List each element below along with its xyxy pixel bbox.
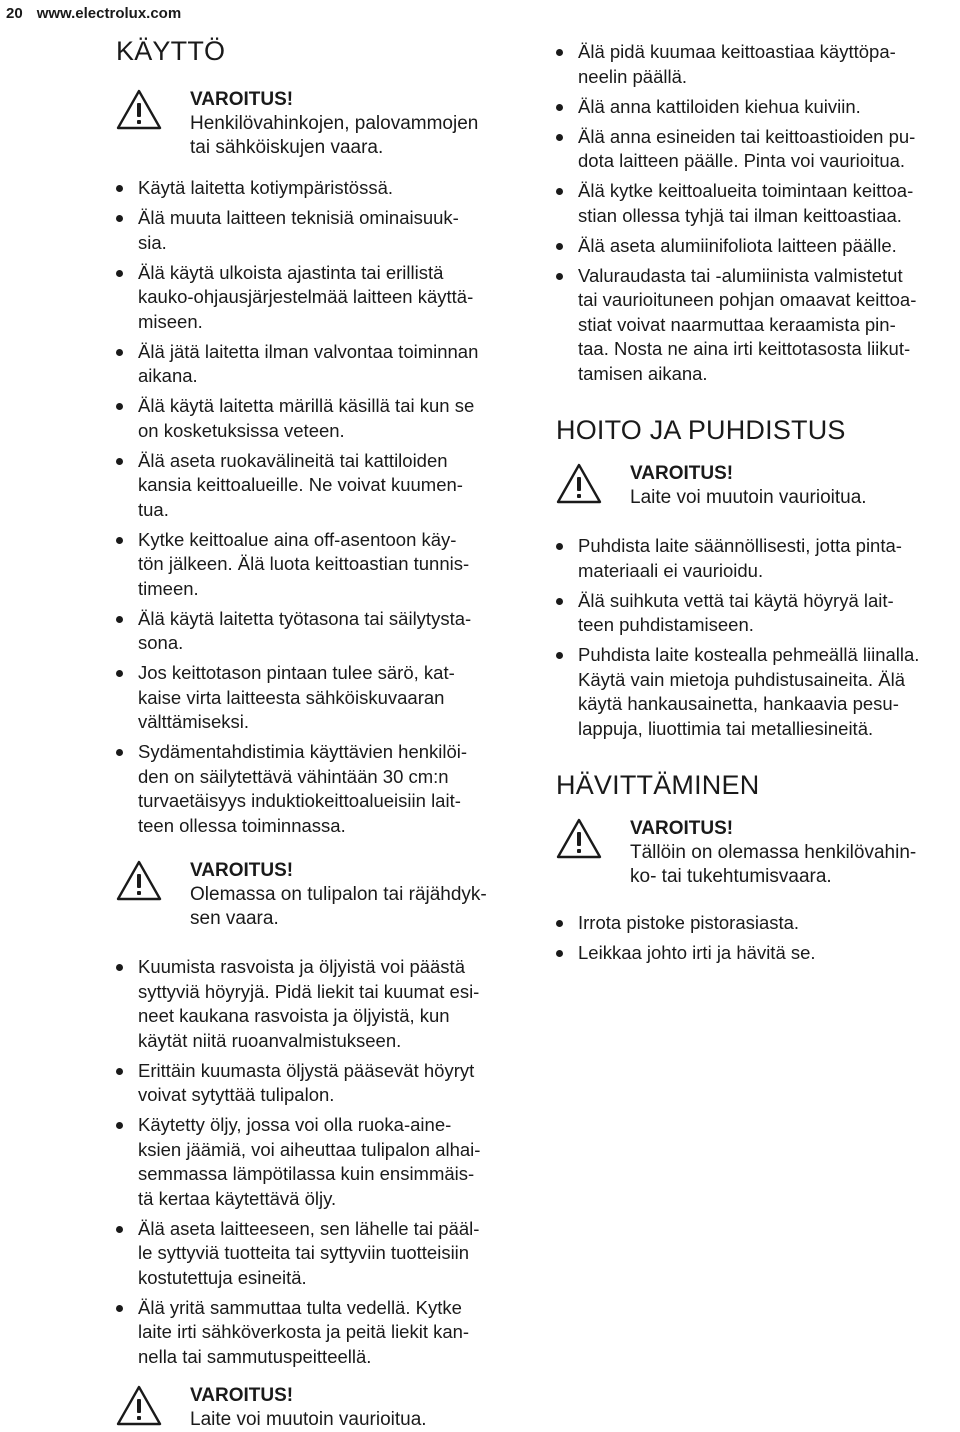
text-line: neet kaukana rasvoista ja öljyistä, kun bbox=[138, 1005, 450, 1026]
text-line: miseen. bbox=[138, 310, 203, 332]
text-line: käytät niitä ruoanvalmistukseen. bbox=[138, 1029, 402, 1051]
text-line: Älä anna esineiden tai keittoastioiden pu- bbox=[578, 125, 916, 147]
list-item bbox=[556, 95, 960, 120]
text-line: Sydämentahdistimia käyttävien henkilöi- bbox=[138, 741, 468, 762]
text-line: stian ollessa tyhjä tai ilman keittoastiaa. bbox=[578, 204, 902, 226]
text-line: stiat voivat naarmuttaa keraamista pin- bbox=[578, 313, 896, 335]
text-line: neelin päällä. bbox=[578, 65, 688, 87]
warning-block-3 bbox=[116, 1384, 427, 1432]
text-line: Älä aseta ruokavälineitä tai kattiloiden bbox=[138, 449, 448, 471]
text-line: le syttyviä tuotteita tai syttyviin tuotteisiin bbox=[138, 1242, 470, 1263]
warning-block-2 bbox=[116, 859, 487, 931]
text-line: Olemassa on tulipalon tai räjähdyk- bbox=[190, 884, 487, 905]
text-line: taa. Nosta ne aina irti keittotasosta liikut- bbox=[578, 338, 911, 359]
list-item bbox=[116, 1059, 536, 1108]
list-item bbox=[116, 340, 536, 389]
warning-title: VAROITUS! bbox=[190, 860, 294, 881]
page-header bbox=[6, 0, 946, 26]
list-item bbox=[556, 125, 960, 174]
warning-title: VAROITUS! bbox=[190, 89, 294, 110]
text-line: tai vaurioituneen pohjan omaavat keittoa- bbox=[578, 289, 917, 310]
list-item bbox=[556, 234, 960, 259]
text-line: Älä käytä ulkoista ajastinta tai erillistä bbox=[138, 261, 444, 283]
text-line: kauko-ohjausjärjestelmää laitteen käyttä- bbox=[138, 286, 474, 307]
list-item bbox=[556, 534, 960, 583]
warning-text bbox=[630, 841, 916, 889]
list-item bbox=[556, 589, 960, 638]
text-line: semmassa lämpötilassa kuin ensimmäis- bbox=[138, 1163, 475, 1184]
warning-triangle-icon bbox=[556, 817, 602, 859]
list-item bbox=[116, 607, 536, 656]
text-line: lappuja, liuottimia tai metalliesineitä. bbox=[578, 717, 874, 739]
text-line: aikana. bbox=[138, 365, 198, 386]
text-line: Kytke keittoalue aina off-asentoon käy- bbox=[138, 528, 457, 550]
warning-triangle-icon bbox=[116, 859, 162, 901]
text-line: välttämiseksi. bbox=[138, 711, 250, 732]
text-line: Käytä vain mietoja puhdistusaineita. Älä bbox=[578, 668, 906, 690]
page-number: 20 bbox=[6, 4, 23, 22]
bullet-list-kaytto-3 bbox=[556, 40, 960, 392]
warning-text bbox=[190, 883, 487, 931]
list-item bbox=[556, 911, 960, 936]
list-item bbox=[116, 955, 536, 1053]
text-line: Leikkaa johto irti ja hävitä se. bbox=[578, 942, 816, 963]
list-item bbox=[116, 394, 536, 443]
warning-title: VAROITUS! bbox=[190, 1385, 294, 1406]
text-line: Laite voi muutoin vaurioitua. bbox=[190, 1409, 427, 1430]
warning-triangle-icon bbox=[116, 88, 162, 130]
text-line: timeen. bbox=[138, 577, 199, 599]
text-line: Valuraudasta tai -alumiinista valmistetut bbox=[578, 264, 903, 286]
text-line: Älä pidä kuumaa keittoastiaa käyttöpa- bbox=[578, 41, 896, 62]
list-item bbox=[116, 261, 536, 335]
text-line: kaise virta laitteesta sähköiskuvaaran bbox=[138, 686, 445, 708]
text-line: sen vaara. bbox=[190, 908, 279, 929]
list-item bbox=[556, 179, 960, 228]
warning-title: VAROITUS! bbox=[630, 818, 734, 839]
text-line: Älä muuta laitteen teknisiä ominaisuuk- bbox=[138, 207, 459, 228]
text-line: dota laitteen päälle. Pinta voi vaurioitua. bbox=[578, 150, 906, 171]
list-item bbox=[116, 176, 536, 201]
list-item bbox=[116, 528, 536, 602]
warning-triangle-icon bbox=[556, 462, 602, 504]
text-line: Käytä laitetta kotiympäristössä. bbox=[138, 177, 393, 198]
bullet-list-hoito bbox=[556, 534, 960, 747]
text-line: Älä jätä laitetta ilman valvontaa toiminnan bbox=[138, 340, 479, 362]
warning-block-1 bbox=[116, 88, 478, 160]
warning-triangle-icon bbox=[116, 1384, 162, 1426]
list-item bbox=[556, 40, 960, 89]
text-line: Irrota pistoke pistorasiasta. bbox=[578, 912, 800, 933]
text-line: Jos keittotason pintaan tulee särö, kat- bbox=[138, 662, 455, 683]
text-line: Erittäin kuumasta öljystä pääsevät höyryt bbox=[138, 1059, 475, 1081]
list-item bbox=[116, 1113, 536, 1211]
site-url: www.electrolux.com bbox=[36, 4, 182, 22]
list-item bbox=[116, 740, 536, 838]
text-line: tä kertaa käytettävä öljy. bbox=[138, 1187, 337, 1209]
section-title-hoito: HOITO JA PUHDISTUS bbox=[556, 415, 846, 445]
text-line: kostutettuja esineitä. bbox=[138, 1266, 307, 1288]
text-line: tai sähköiskujen vaara. bbox=[190, 137, 384, 158]
text-line: Puhdista laite kostealla pehmeällä liinalla. bbox=[578, 644, 920, 665]
text-line: teen puhdistamiseen. bbox=[578, 614, 754, 635]
text-line: tön jälkeen. Älä luota keittoastian tunnis- bbox=[138, 553, 470, 574]
text-line: on kosketuksissa veteen. bbox=[138, 419, 345, 441]
section-title-kaytto: KÄYTTÖ bbox=[116, 36, 226, 66]
text-line: turvaetäisyys induktiokeittoalueisiin lait- bbox=[138, 790, 461, 811]
text-line: tamisen aikana. bbox=[578, 362, 708, 384]
warning-text bbox=[630, 486, 867, 510]
text-line: Älä yritä sammuttaa tulta vedellä. Kytke bbox=[138, 1296, 462, 1318]
text-line: ko- tai tukehtumisvaara. bbox=[630, 866, 832, 887]
text-line: teen ollessa toiminnassa. bbox=[138, 814, 346, 836]
list-item bbox=[116, 1217, 536, 1291]
text-line: Puhdista laite säännöllisesti, jotta pinta- bbox=[578, 535, 902, 556]
warning-text bbox=[190, 112, 478, 160]
text-line: Älä suihkuta vettä tai käytä höyryä lait- bbox=[578, 589, 894, 611]
text-line: käytä hankausainetta, hankaavia pesu- bbox=[578, 693, 899, 714]
text-line: syttyviä höyryjä. Pidä liekit tai kuumat esi- bbox=[138, 980, 480, 1002]
text-line: Käytetty öljy, jossa voi olla ruoka-aine- bbox=[138, 1114, 452, 1135]
warning-text bbox=[190, 1408, 427, 1432]
text-line: ksien jäämiä, voi aiheuttaa tulipalon alhai- bbox=[138, 1138, 481, 1160]
warning-title: VAROITUS! bbox=[630, 463, 734, 484]
text-line: den on säilytettävä vähintään 30 cm:n bbox=[138, 765, 449, 787]
section-title-havittaminen: HÄVITTÄMINEN bbox=[556, 770, 760, 800]
list-item bbox=[556, 643, 960, 741]
text-line: voivat sytyttää tulipalon. bbox=[138, 1084, 335, 1105]
text-line: Henkilövahinkojen, palovammojen bbox=[190, 113, 479, 134]
list-item bbox=[556, 264, 960, 387]
list-item bbox=[116, 661, 536, 735]
list-item bbox=[116, 1296, 536, 1370]
list-item bbox=[116, 206, 536, 255]
text-line: Laite voi muutoin vaurioitua. bbox=[630, 487, 867, 508]
text-line: Älä anna kattiloiden kiehua kuiviin. bbox=[578, 95, 861, 117]
warning-block-hoito bbox=[556, 462, 867, 510]
warning-block-havittaminen bbox=[556, 817, 916, 889]
text-line: sona. bbox=[138, 632, 184, 653]
text-line: kansia keittoalueille. Ne voivat kuumen- bbox=[138, 474, 463, 495]
bullet-list-kaytto-1 bbox=[116, 176, 536, 844]
text-line: Kuumista rasvoista ja öljyistä voi päästä bbox=[138, 956, 465, 977]
list-item bbox=[116, 449, 536, 523]
bullet-list-havittaminen bbox=[556, 911, 960, 971]
text-line: Älä käytä laitetta työtasona tai säilytysta- bbox=[138, 607, 472, 629]
text-line: Älä käytä laitetta märillä käsillä tai kun se bbox=[138, 395, 475, 416]
text-line: Älä kytke keittoalueita toimintaan keittoa- bbox=[578, 180, 914, 201]
text-line: materiaali ei vaurioidu. bbox=[578, 559, 764, 581]
text-line: Älä aseta laitteeseen, sen lähelle tai pääl- bbox=[138, 1217, 480, 1239]
list-item bbox=[556, 941, 960, 966]
text-line: tua. bbox=[138, 498, 169, 520]
text-line: Älä aseta alumiinifoliota laitteen päälle. bbox=[578, 234, 897, 256]
text-line: Tällöin on olemassa henkilövahin- bbox=[630, 842, 917, 863]
bullet-list-kaytto-2 bbox=[116, 955, 536, 1375]
text-line: nella tai sammutuspeitteellä. bbox=[138, 1345, 372, 1367]
text-line: sia. bbox=[138, 231, 167, 253]
text-line: laite irti sähköverkosta ja peitä liekit kan- bbox=[138, 1321, 470, 1342]
